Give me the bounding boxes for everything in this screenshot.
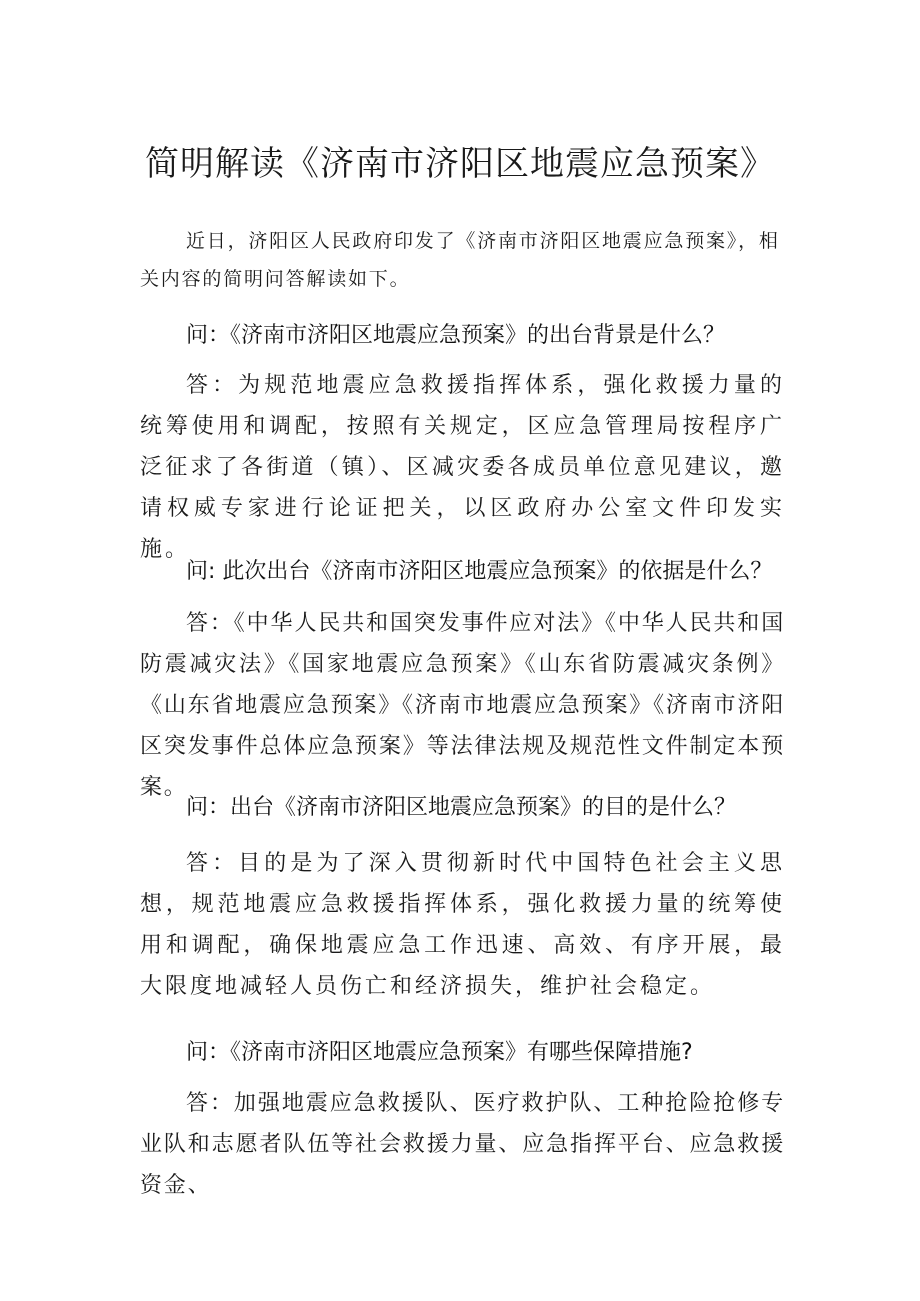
question-background: 问：《济南市济阳区地震应急预案》的出台背景是什么？: [186, 323, 726, 348]
question-purpose: 问：出台《济南市济阳区地震应急预案》的目的是什么？: [186, 795, 737, 820]
answer-safeguards: 答：加强地震应急救援队、医疗救护队、工种抢险抢修专业队和志愿者队伍等社会救援力量、应急指挥平台、应急救援资金、: [140, 1091, 785, 1198]
question-safeguards: 问：《济南市济阳区地震应急预案》有哪些保障措施?: [186, 1040, 693, 1065]
answer-background: 答：为规范地震应急救援指挥体系，强化救援力量的统筹使用和调配，按照有关规定，区应急管理局按程序广泛征求了各街道（镇）、区减灾委各成员单位意见建议，邀请权威专家进行论证把关，以区政府办公室文件印发实施。: [140, 373, 785, 562]
question-basis: 问: 此次出台《济南市济阳区地震应急预案》的依据是什么？: [186, 559, 773, 584]
answer-purpose: 答：目的是为了深入贯彻新时代中国特色社会主义思想，规范地震应急救援指挥体系，强化救援力量的统筹使用和调配，确保地震应急工作迅速、高效、有序开展，最大限度地减轻人员伤亡和经济损失，维护社会稳定。: [140, 851, 785, 999]
document-title: 简明解读《济南市济阳区地震应急预案》: [145, 144, 775, 184]
intro-paragraph: 近日，济阳区人民政府印发了《济南市济阳区地震应急预案》，相关内容的简明问答解读如下。: [140, 230, 780, 290]
answer-basis: 答：《中华人民共和国突发事件应对法》《中华人民共和国防震减灾法》《国家地震应急预案》《山东省防震减灾条例》《山东省地震应急预案》《济南市地震应急预案》《济南市济阳区突发事件总体应急预案》等法律法规及规范性文件制定本预案。: [140, 611, 785, 800]
